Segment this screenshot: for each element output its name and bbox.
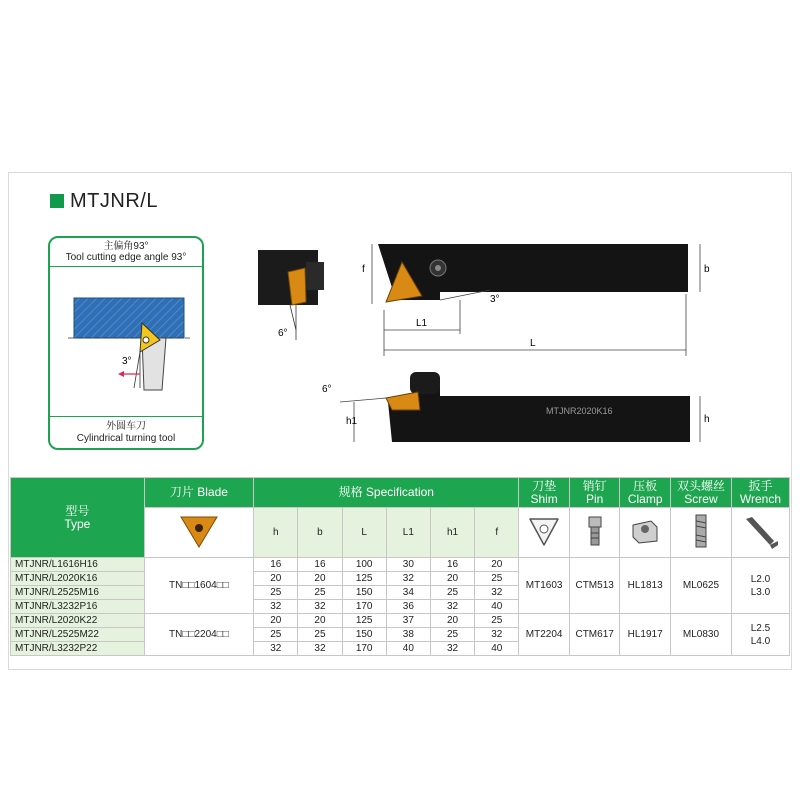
cell-h1: 16 <box>430 558 474 572</box>
cell-h1: 32 <box>430 600 474 614</box>
cell-b: 32 <box>298 642 342 656</box>
end-view <box>258 250 324 340</box>
clamp-header: 压板 Clamp <box>620 478 671 508</box>
clamp-cell: HL1813 <box>620 558 671 614</box>
shim-header: 刀垫 Shim <box>519 478 570 508</box>
cell-h: 32 <box>254 642 298 656</box>
cell-b: 20 <box>298 614 342 628</box>
cell-b: 25 <box>298 628 342 642</box>
cell-h1: 25 <box>430 586 474 600</box>
cell-b: 20 <box>298 572 342 586</box>
cell-L1: 34 <box>386 586 430 600</box>
type-cell: MTJNR/L3232P22 <box>11 642 145 656</box>
cell-f: 25 <box>475 614 519 628</box>
screw-cell: ML0625 <box>670 558 731 614</box>
cell-L: 150 <box>342 586 386 600</box>
spec-col-f: f <box>475 508 519 558</box>
spec-col-h: h <box>254 508 298 558</box>
cell-L1: 30 <box>386 558 430 572</box>
cell-f: 32 <box>475 628 519 642</box>
pin-cell: CTM617 <box>569 614 620 656</box>
cell-L1: 36 <box>386 600 430 614</box>
blade-cell: TN□□1604□□ <box>144 558 253 614</box>
type-header-cn: 型号 <box>65 503 90 518</box>
cell-L: 125 <box>342 614 386 628</box>
spec-header: 规格 Specification <box>254 478 519 508</box>
screw-cell: ML0830 <box>670 614 731 656</box>
blade-insert-icon <box>144 508 253 558</box>
cell-f: 32 <box>475 586 519 600</box>
shim-cell: MT2204 <box>519 614 570 656</box>
type-cell: MTJNR/L2525M22 <box>11 628 145 642</box>
cell-h: 20 <box>254 572 298 586</box>
clamp-cell: HL1917 <box>620 614 671 656</box>
cell-h1: 20 <box>430 572 474 586</box>
cell-L1: 40 <box>386 642 430 656</box>
blade-cell: TN□□2204□□ <box>144 614 253 656</box>
cell-f: 40 <box>475 642 519 656</box>
inset-top-caption-cn: 主偏角93° <box>103 241 149 252</box>
wrench-header: 扳手 Wrench <box>731 478 789 508</box>
dim-L-label: L <box>530 338 536 349</box>
spec-col-L1: L1 <box>386 508 430 558</box>
cell-h: 32 <box>254 600 298 614</box>
dim-f-label: f <box>362 264 365 275</box>
cell-L: 150 <box>342 628 386 642</box>
dim-h-label: h <box>704 414 710 425</box>
page-title: MTJNR/L <box>70 189 158 212</box>
cell-b: 32 <box>298 600 342 614</box>
screw-header: 双头螺丝 Screw <box>670 478 731 508</box>
cell-L: 125 <box>342 572 386 586</box>
inset-top-caption-en: Tool cutting edge angle 93° <box>65 252 187 263</box>
cell-f: 20 <box>475 558 519 572</box>
cell-L1: 37 <box>386 614 430 628</box>
shim-icon <box>519 508 570 558</box>
type-cell: MTJNR/L2525M16 <box>11 586 145 600</box>
clamp-icon <box>620 508 671 558</box>
shank-mark-text: MTJNR2020K16 <box>546 406 613 416</box>
table-row <box>11 558 790 572</box>
cell-h1: 20 <box>430 614 474 628</box>
pin-header: 销钉 Pin <box>569 478 620 508</box>
inset-bottom-caption-en: Cylindrical turning tool <box>76 433 176 444</box>
cell-f: 40 <box>475 600 519 614</box>
dim-h1-label: h1 <box>346 416 358 427</box>
side-view <box>322 372 710 442</box>
type-cell: MTJNR/L2020K16 <box>11 572 145 586</box>
spec-col-b: b <box>298 508 342 558</box>
cell-L1: 38 <box>386 628 430 642</box>
wrench-icon <box>731 508 789 558</box>
type-cell: MTJNR/L1616H16 <box>11 558 145 572</box>
wrench-cell: L2.0 L3.0 <box>731 558 789 614</box>
cell-L: 170 <box>342 642 386 656</box>
angle-6-side: 6° <box>322 384 332 395</box>
cell-h1: 32 <box>430 642 474 656</box>
cell-h: 20 <box>254 614 298 628</box>
type-header-en: Type <box>64 516 91 531</box>
type-header <box>11 478 145 558</box>
dim-b-label: b <box>704 264 710 275</box>
inset-angle-label: 3° <box>122 356 132 367</box>
cell-f: 25 <box>475 572 519 586</box>
spec-col-h1: h1 <box>430 508 474 558</box>
cell-b: 25 <box>298 586 342 600</box>
type-cell: MTJNR/L2020K22 <box>11 614 145 628</box>
pin-cell: CTM513 <box>569 558 620 614</box>
blade-header: 刀片 Blade <box>144 478 253 508</box>
pin-icon <box>569 508 620 558</box>
table-row <box>11 614 790 628</box>
cell-L: 170 <box>342 600 386 614</box>
cell-h1: 25 <box>430 628 474 642</box>
angle-6-top: 6° <box>278 328 288 339</box>
cell-b: 16 <box>298 558 342 572</box>
cell-h: 25 <box>254 628 298 642</box>
spec-table <box>10 477 790 656</box>
top-view <box>362 244 710 356</box>
angle-3-label: 3° <box>490 294 500 305</box>
cell-L: 100 <box>342 558 386 572</box>
dim-L1-label: L1 <box>416 318 428 329</box>
shim-cell: MT1603 <box>519 558 570 614</box>
type-cell: MTJNR/L3232P16 <box>11 600 145 614</box>
spec-col-L: L <box>342 508 386 558</box>
screw-icon <box>670 508 731 558</box>
cell-L1: 32 <box>386 572 430 586</box>
cell-h: 16 <box>254 558 298 572</box>
cell-h: 25 <box>254 586 298 600</box>
wrench-cell: L2.5 L4.0 <box>731 614 789 656</box>
inset-bottom-caption-cn: 外圆车刀 <box>106 421 146 432</box>
